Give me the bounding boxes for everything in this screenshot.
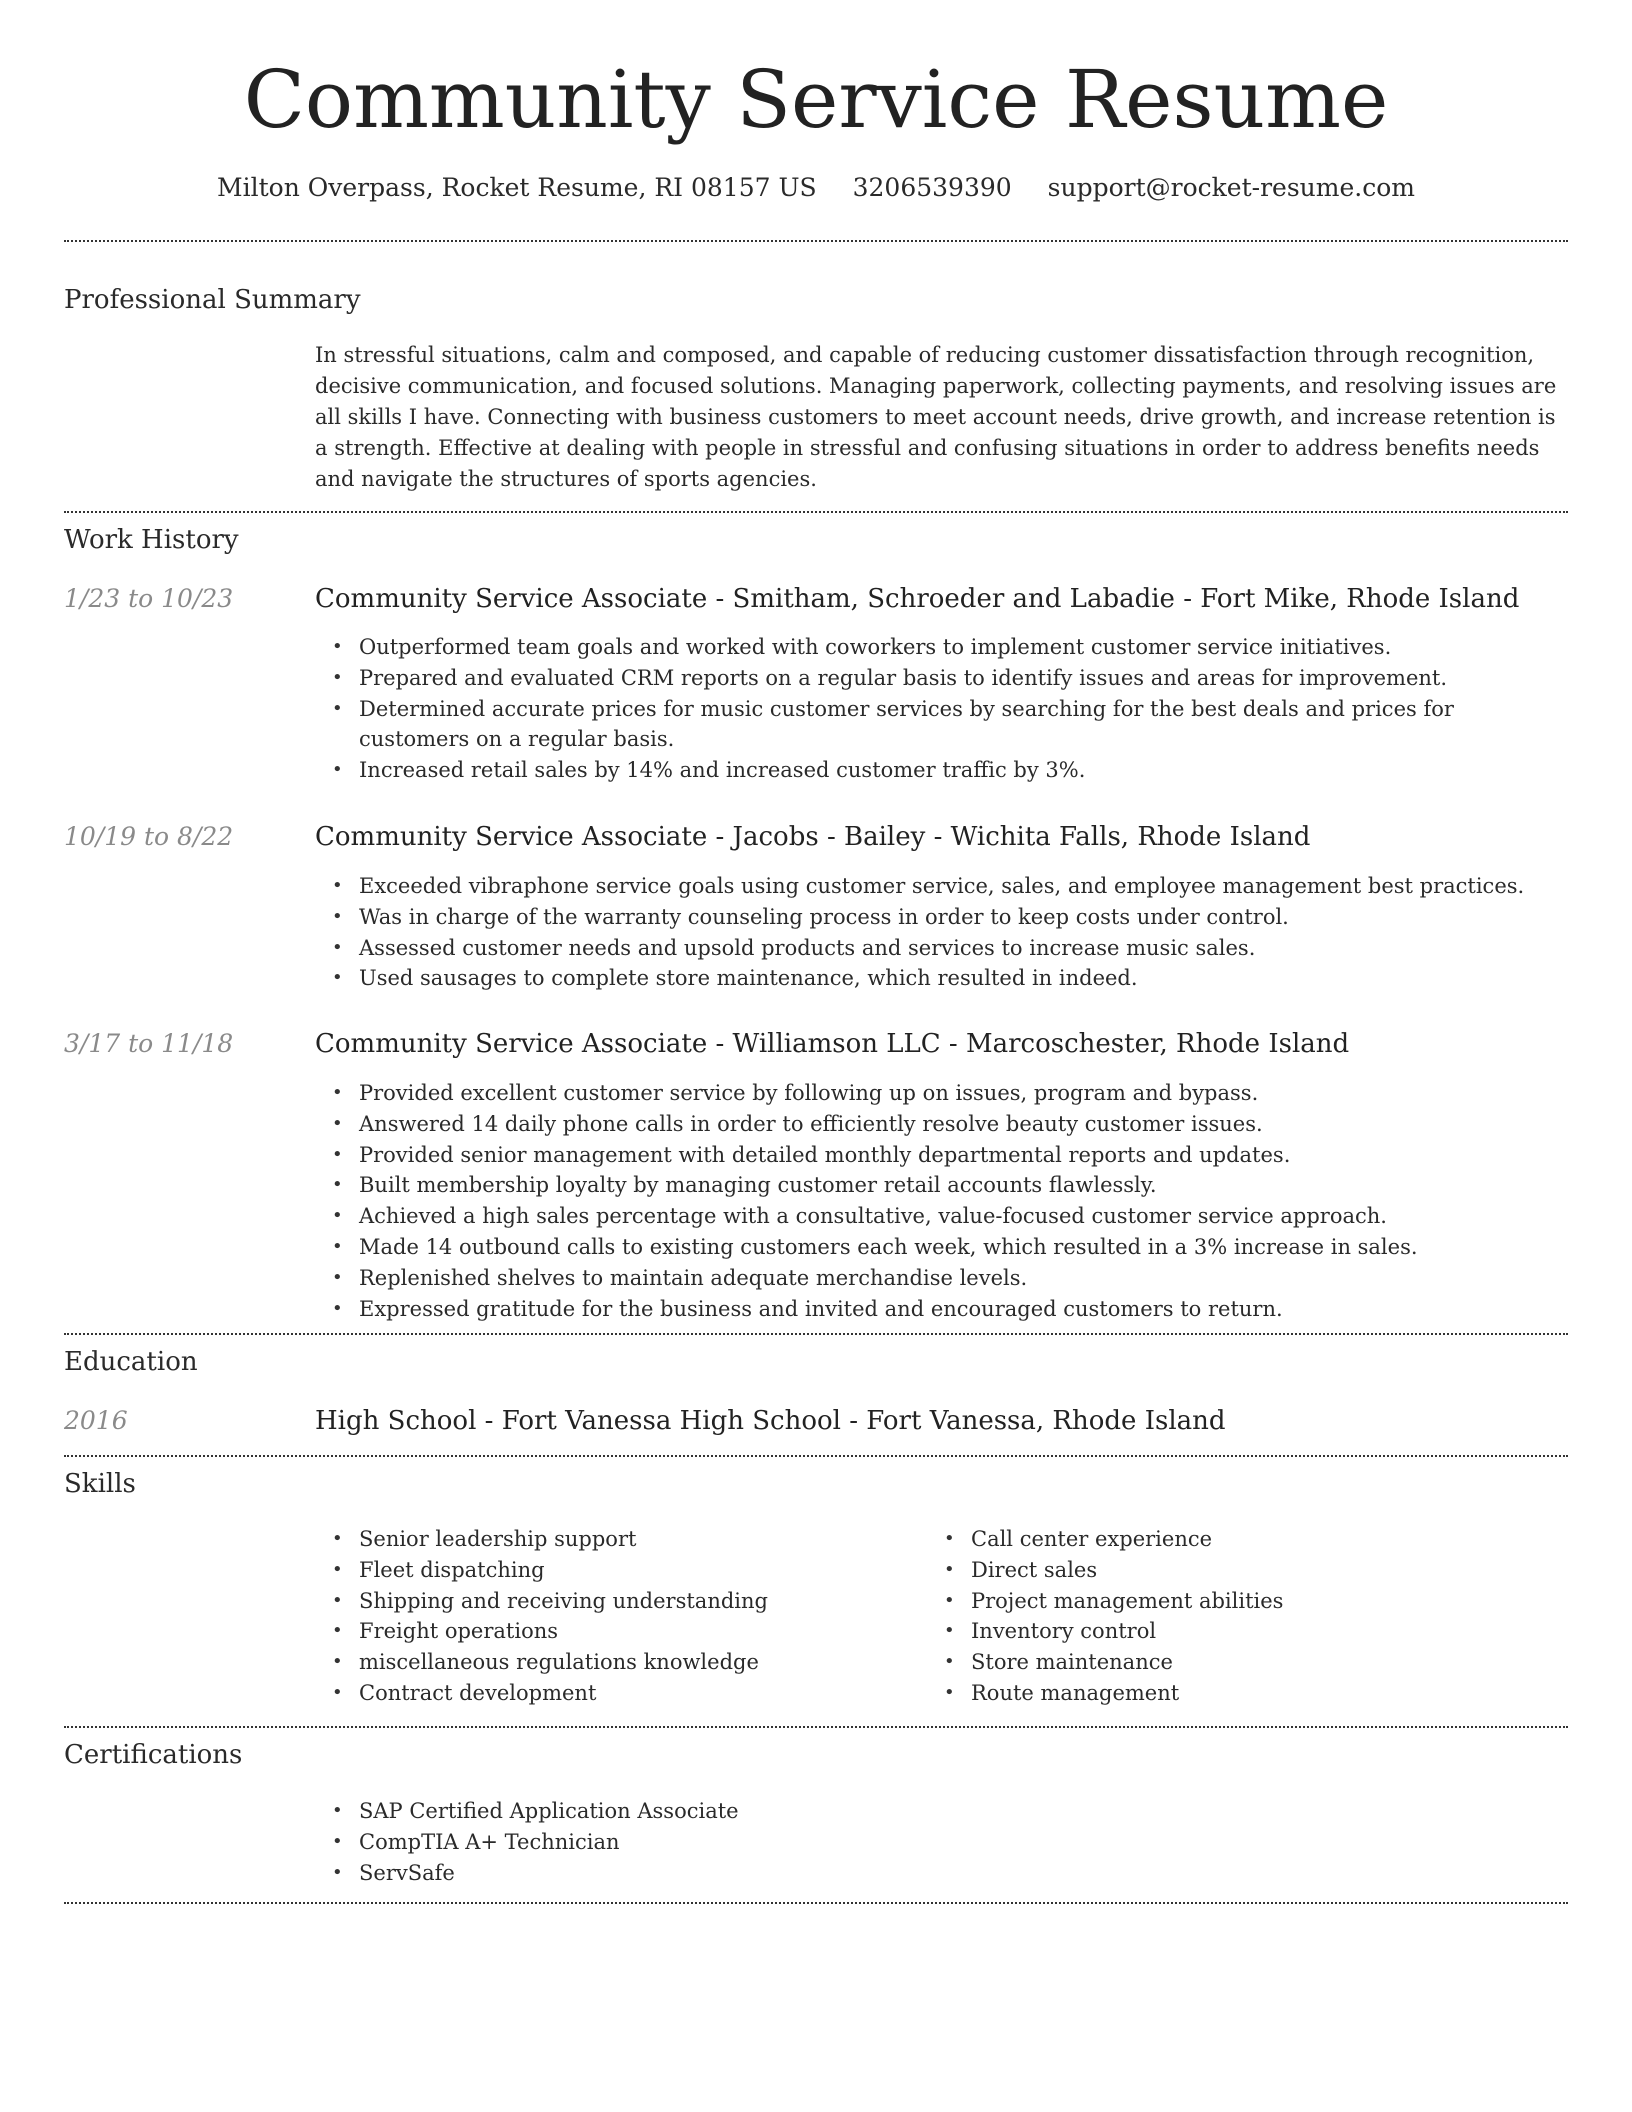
list-item: • Was in charge of the warranty counseling process in order to keep costs under control. <box>315 902 1565 933</box>
list-item: • Inventory control <box>927 1616 1527 1647</box>
candidate-name: Community Service Resume <box>243 53 1389 146</box>
list-item: • Project management abilities <box>927 1586 1527 1617</box>
list-item: • Expressed gratitude for the business and invited and encouraged customers to return. <box>315 1294 1565 1325</box>
list-item: • Direct sales <box>927 1555 1527 1586</box>
job-dates: 10/19 to 8/22 <box>64 822 234 851</box>
list-item: • CompTIA A+ Technician <box>315 1827 1115 1858</box>
list-item: • Built membership loyalty by managing customer retail accounts flawlessly. <box>315 1170 1565 1201</box>
section-title-summary: Professional Summary <box>64 285 361 315</box>
section-title-work-history: Work History <box>64 525 239 555</box>
section-title-education: Education <box>64 1347 198 1377</box>
list-item: • Store maintenance <box>927 1647 1527 1678</box>
resume-header <box>0 52 1632 204</box>
list-item: • SAP Certified Application Associate <box>315 1796 1115 1827</box>
job-dates: 1/23 to 10/23 <box>64 584 234 613</box>
list-item: • Freight operations <box>315 1616 915 1647</box>
list-item: • Route management <box>927 1678 1527 1709</box>
education-year: 2016 <box>64 1406 128 1435</box>
job-dates: 3/17 to 11/18 <box>64 1029 234 1058</box>
list-item: • Call center experience <box>927 1524 1527 1555</box>
divider <box>64 511 1568 513</box>
list-item: • Prepared and evaluated CRM reports on a regular basis to identify issues and areas for improvement. <box>315 663 1565 694</box>
contact-phone: 3206539390 <box>852 173 1012 202</box>
divider <box>64 240 1568 242</box>
skills-list-left <box>315 1524 915 1709</box>
divider <box>64 1333 1568 1335</box>
list-item: • Fleet dispatching <box>315 1555 915 1586</box>
list-item: • ServSafe <box>315 1858 1115 1889</box>
contact-line <box>0 172 1632 204</box>
education-heading: High School - Fort Vanessa High School - Fort Vanessa, Rhode Island <box>315 1406 1226 1436</box>
job-bullets <box>315 1078 1565 1324</box>
list-item: • Shipping and receiving understanding <box>315 1586 915 1617</box>
list-item: • Achieved a high sales percentage with a consultative, value-focused customer service approach. <box>315 1201 1565 1232</box>
contact-email: support@rocket-resume.com <box>1047 173 1415 202</box>
certifications-list <box>315 1796 1115 1888</box>
list-item: • Answered 14 daily phone calls in order to efficiently resolve beauty customer issues. <box>315 1109 1565 1140</box>
list-item: • Exceeded vibraphone service goals using customer service, sales, and employee management best practices. <box>315 871 1565 902</box>
section-title-skills: Skills <box>64 1469 136 1499</box>
job-bullets <box>315 632 1565 786</box>
list-item: • Made 14 outbound calls to existing customers each week, which resulted in a 3% increase in sales. <box>315 1232 1565 1263</box>
contact-address: Milton Overpass, Rocket Resume, RI 08157 US <box>217 173 817 202</box>
list-item: • Assessed customer needs and upsold products and services to increase music sales. <box>315 933 1565 964</box>
divider <box>64 1455 1568 1457</box>
divider <box>64 1726 1568 1728</box>
list-item: • Contract development <box>315 1678 915 1709</box>
job-heading: Community Service Associate - Smitham, Schroeder and Labadie - Fort Mike, Rhode Island <box>315 584 1520 614</box>
list-item: • Senior leadership support <box>315 1524 915 1555</box>
section-title-certifications: Certifications <box>64 1740 243 1770</box>
list-item: • Used sausages to complete store maintenance, which resulted in indeed. <box>315 963 1565 994</box>
list-item: • Provided senior management with detailed monthly departmental reports and updates. <box>315 1140 1565 1171</box>
list-item: • Determined accurate prices for music customer services by searching for the best deals and prices for customers on a regular basis. <box>315 694 1565 756</box>
job-heading: Community Service Associate - Jacobs - Bailey - Wichita Falls, Rhode Island <box>315 822 1311 852</box>
list-item: • miscellaneous regulations knowledge <box>315 1647 915 1678</box>
skills-list-right <box>927 1524 1527 1709</box>
job-heading: Community Service Associate - Williamson LLC - Marcoschester, Rhode Island <box>315 1029 1350 1059</box>
divider <box>64 1902 1568 1904</box>
list-item: • Replenished shelves to maintain adequate merchandise levels. <box>315 1263 1565 1294</box>
list-item: • Provided excellent customer service by following up on issues, program and bypass. <box>315 1078 1565 1109</box>
job-bullets <box>315 871 1565 994</box>
summary-text: In stressful situations, calm and composed, and capable of reducing customer dissatisfaction through recognition, decisive communication, and focused solutions. Managing paperwork, collecting payments, and resolving issues are all skills I have. Connecting with business customers to meet account needs, drive growth, and increase retention is a strength. Effective at dealing with people in stressful and confusing situations in order to address benefits needs and navigate the structures of sports agencies. <box>315 343 1557 491</box>
list-item: • Outperformed team goals and worked with coworkers to implement customer service initiatives. <box>315 632 1565 663</box>
list-item: • Increased retail sales by 14% and increased customer traffic by 3%. <box>315 755 1565 786</box>
